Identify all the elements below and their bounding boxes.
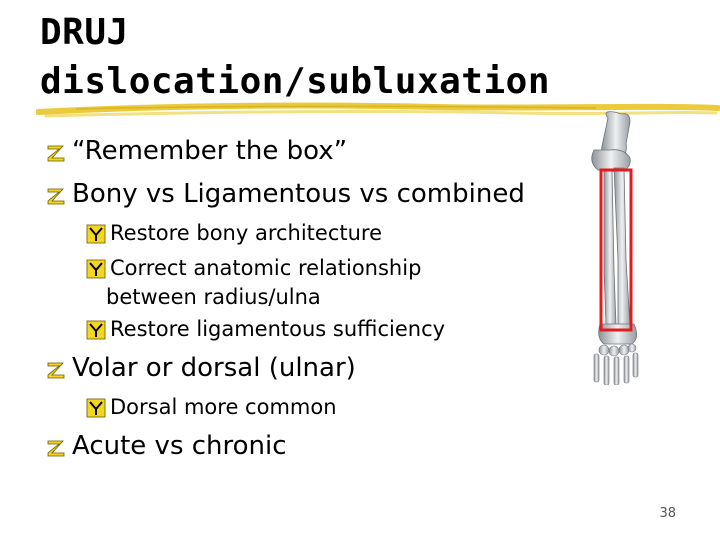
title-line-1: DRUJ [40, 12, 129, 53]
forearm-bones-illustration [580, 110, 720, 385]
sub-bullet-item [46, 216, 606, 251]
bullet-item [46, 347, 606, 390]
bullet-text: Acute vs chronic [72, 431, 287, 461]
bullet-text: Volar or dorsal (ulnar) [72, 353, 356, 383]
bullet-list [46, 130, 606, 468]
y-bullet-icon [86, 320, 106, 340]
bullet-text: Bony vs Ligamentous vs combined [72, 179, 525, 209]
sub-bullet-item [46, 390, 606, 425]
slide-title [40, 8, 600, 106]
y-bullet-icon [86, 259, 106, 279]
sub-bullet-item [46, 312, 606, 347]
sub-bullet-text-continued: between radius/ulna [106, 285, 321, 309]
z-bullet-icon [46, 143, 66, 163]
sub-bullet-text: Correct anatomic relationship [110, 256, 422, 280]
y-bullet-icon [86, 398, 106, 418]
page-number: 38 [659, 506, 676, 521]
sub-bullet-item [46, 251, 606, 312]
sub-bullet-text: Dorsal more common [110, 395, 337, 419]
bullet-item [46, 173, 606, 216]
z-bullet-icon [46, 186, 66, 206]
title-line-2: dislocation/subluxation [40, 61, 550, 102]
bullet-item [46, 130, 606, 173]
y-bullet-icon [86, 224, 106, 244]
bullet-item [46, 425, 606, 468]
z-bullet-icon [46, 438, 66, 458]
z-bullet-icon [46, 360, 66, 380]
sub-bullet-text: Restore bony architecture [110, 221, 383, 245]
sub-bullet-text: Restore ligamentous sufficiency [110, 317, 446, 341]
bullet-text: “Remember the box” [72, 136, 348, 166]
